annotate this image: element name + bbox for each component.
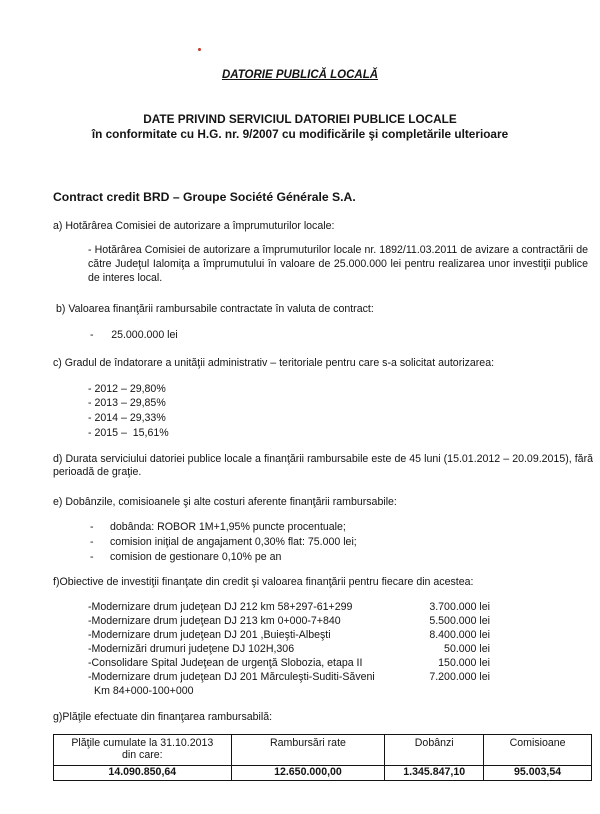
- section-g-heading: g)Plăţile efectuate din finanţarea rambursabilă:: [53, 711, 273, 723]
- investment-name: -Modernizare drum judeţean DJ 212 km 58+297-61+299: [88, 601, 353, 613]
- page-title: DATORIE PUBLICĂ LOCALĂ: [221, 69, 379, 81]
- contract-title: Contract credit BRD – Groupe Société Générale S.A.: [53, 190, 356, 204]
- bullet-dash: -: [90, 536, 94, 548]
- investment-value: 8.400.000 lei: [429, 629, 490, 641]
- column-header: [54, 735, 232, 766]
- investment-name: -Modernizări drumuri judeţene DJ 102H,306: [88, 643, 295, 655]
- section-c-item: - 2013 – 29,85%: [88, 397, 166, 409]
- column-header: [231, 735, 385, 766]
- subtitle-line-2: în conformitate cu H.G. nr. 9/2007 cu modificările şi completările ulterioare: [91, 127, 509, 141]
- column-header: [484, 735, 592, 766]
- bullet-dash: -: [90, 551, 94, 563]
- section-e-item: comision de gestionare 0,10% pe an: [110, 551, 282, 563]
- table-cell: 12.650.000,00: [231, 766, 385, 781]
- section-c-heading: c) Gradul de îndatorare a unităţii administrativ – teritoriale pentru care s-a solicitat autorizarea:: [53, 357, 495, 369]
- investment-value: 7.200.000 lei: [429, 671, 490, 683]
- investment-value: 150.000 lei: [438, 657, 490, 669]
- table-cell: 1.345.847,10: [385, 766, 484, 781]
- investment-value: 3.700.000 lei: [429, 601, 490, 613]
- section-d-text: d) Durata serviciului datoriei publice locale a finanţării rambursabile este de 45 luni (15.01.2012 – 20.09.2015), fără perioadă de graţie.: [53, 453, 593, 479]
- column-header: [385, 735, 484, 766]
- scan-speck: [198, 48, 201, 51]
- investment-value: 5.500.000 lei: [429, 615, 490, 627]
- table-cell: 14.090.850,64: [54, 766, 232, 781]
- bullet-dash: -: [90, 521, 94, 533]
- investment-name: -Modernizare drum judeţean DJ 213 km 0+000-7+840: [88, 615, 341, 627]
- investment-name-continuation: Km 84+000-100+000: [94, 685, 194, 697]
- payments-header-row: [54, 735, 592, 766]
- column-header-label: Comisioane: [509, 737, 566, 749]
- section-c-item: - 2015 – 15,61%: [88, 427, 169, 439]
- section-b-heading: b) Valoarea finanţării rambursabile contractate în valuta de contract:: [56, 303, 374, 315]
- investment-name: -Consolidare Spital Judeţean de urgenţă Slobozia, etapa II: [88, 657, 363, 669]
- table-cell: 95.003,54: [484, 766, 592, 781]
- payments-value-row: [54, 766, 592, 781]
- section-e-item: dobânda: ROBOR 1M+1,95% puncte procentuale;: [110, 521, 346, 533]
- investment-name: -Modernizare drum judeţean DJ 201 ,Buieşti-Albeşti: [88, 629, 331, 641]
- section-a-text: - Hotărârea Comisiei de autorizare a împrumuturilor locale nr. 1892/11.03.2011 de avizare a contractării de către Judeţul Ialomiţa a împrumutului în valoare de 25.000.000 lei pentru realizarea unor investiţii publice de interes local.: [88, 244, 588, 284]
- section-b-item: - 25.000.000 lei: [90, 329, 178, 341]
- payments-table: [53, 734, 592, 781]
- section-a-heading: a) Hotărârea Comisiei de autorizare a împrumuturilor locale:: [53, 220, 335, 232]
- section-e-item: comision iniţial de angajament 0,30% flat: 75.000 lei;: [110, 536, 357, 548]
- section-c-item: - 2014 – 29,33%: [88, 412, 166, 424]
- section-e-heading: e) Dobânzile, comisioanele şi alte costuri aferente finanţării rambursabile:: [53, 496, 397, 508]
- section-f-heading: f)Obiective de investiţii finanţate din credit şi valoarea finanţării pentru fiecare din acestea:: [53, 576, 474, 588]
- column-header-label: Rambursări rate: [269, 737, 346, 749]
- investment-name: -Modernizare drum judeţean DJ 201 Mărculeşti-Suditi-Săveni: [88, 671, 375, 683]
- column-header-label: Dobânzi: [414, 737, 454, 749]
- investment-value: 50.000 lei: [444, 643, 490, 655]
- column-header-label: Plăţile cumulate la 31.10.2013 din care:: [71, 737, 214, 762]
- subtitle-line-1: DATE PRIVIND SERVICIUL DATORIEI PUBLICE LOCALE: [143, 112, 457, 126]
- section-c-item: - 2012 – 29,80%: [88, 383, 166, 395]
